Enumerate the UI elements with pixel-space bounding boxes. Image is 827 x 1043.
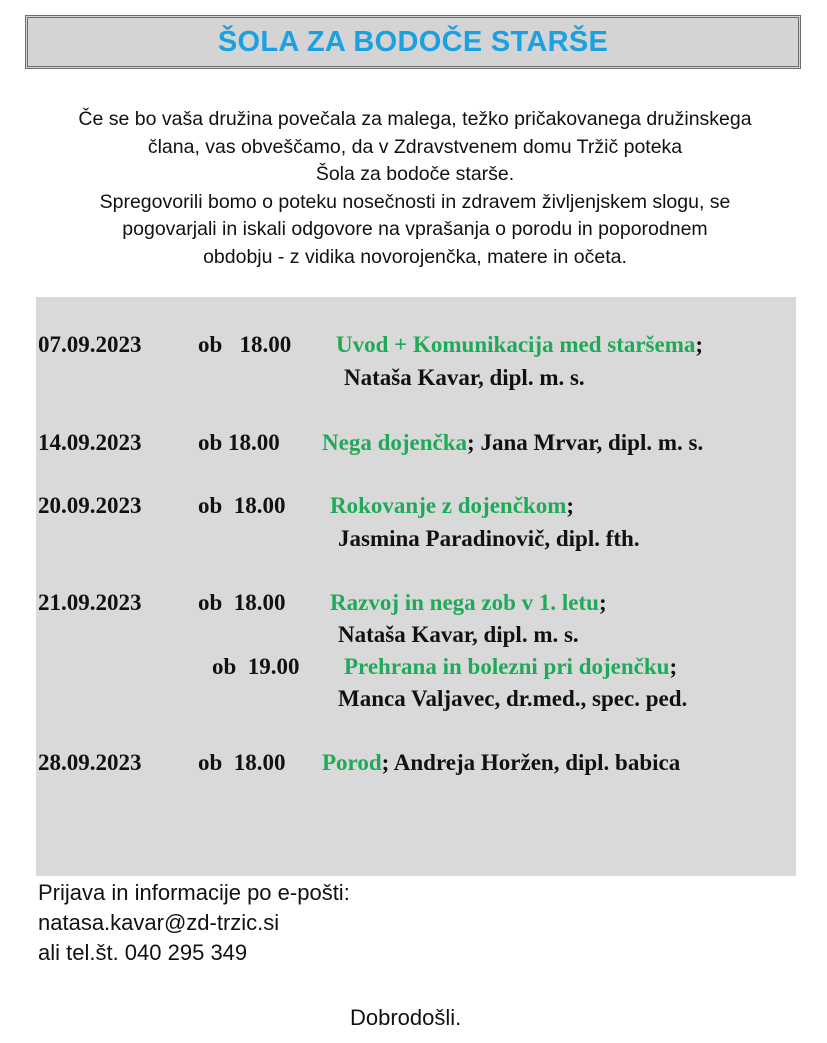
intro-line: Če se bo vaša družina povečala za malega, težko pričakovanega družinskega [78, 108, 752, 130]
session-topic: Razvoj in nega zob v 1. letu [330, 590, 599, 615]
session-time: ob 19.00 [212, 654, 300, 679]
semicolon: ; [695, 332, 704, 357]
contact-email[interactable]: natasa.kavar@zd-trzic.si [38, 910, 280, 935]
session-topic-line [344, 652, 677, 682]
title-banner [25, 15, 801, 69]
session-date: 21.09.2023 [38, 590, 142, 615]
semicolon: ; [566, 493, 575, 518]
session-topic-line [330, 491, 574, 521]
session-time: ob 18.00 [198, 493, 286, 518]
session-topic: Nega dojenčka [322, 430, 468, 455]
intro-line: Šola za bodoče starše. [315, 163, 515, 185]
session-topic: Rokovanje z dojenčkom [330, 493, 567, 518]
intro-line: pogovarjali in iskali odgovore na vprašanja o porodu in poporodnem [122, 218, 708, 240]
session-speaker: ; Andreja Horžen, dipl. babica [381, 750, 681, 775]
session-speaker: Manca Valjavec, dr.med., spec. ped. [338, 686, 688, 711]
contact-phone: ali tel.št. 040 295 349 [38, 940, 248, 965]
intro-line: Spregovorili bomo o poteku nosečnosti in zdravem življenjskem slogu, se [99, 190, 731, 213]
schedule-panel [36, 297, 796, 876]
session-time: ob 18.00 [198, 332, 292, 357]
session-speaker: Nataša Kavar, dipl. m. s. [338, 622, 579, 647]
session-date: 28.09.2023 [38, 750, 142, 775]
intro-paragraph [30, 106, 800, 271]
session-topic-line [322, 748, 680, 778]
semicolon: ; [598, 590, 607, 615]
session-topic: Porod [322, 750, 382, 775]
session-date: 07.09.2023 [38, 332, 142, 357]
session-date: 20.09.2023 [38, 493, 142, 518]
session-time: ob 18.00 [198, 590, 286, 615]
session-time: ob 18.00 [198, 430, 280, 455]
session-speaker: ; Jana Mrvar, dipl. m. s. [467, 430, 704, 455]
session-speaker: Jasmina Paradinovič, dipl. fth. [338, 526, 640, 551]
session-topic-line [330, 588, 607, 618]
session-speaker: Nataša Kavar, dipl. m. s. [344, 365, 585, 390]
contact-info [38, 878, 350, 968]
session-topic-line [322, 428, 703, 458]
session-topic: Prehrana in bolezni pri dojenčku [344, 654, 670, 679]
page-title: ŠOLA ZA BODOČE STARŠE [217, 25, 609, 58]
session-date: 14.09.2023 [38, 430, 142, 455]
closing-text: Dobrodošli. [350, 1005, 462, 1030]
session-time: ob 18.00 [198, 750, 286, 775]
intro-line: obdobju - z vidika novorojenčka, matere in očeta. [203, 245, 627, 268]
session-topic-line [336, 330, 703, 360]
intro-line: člana, vas obveščamo, da v Zdravstvenem domu Tržič poteka [147, 135, 683, 158]
semicolon: ; [669, 654, 678, 679]
contact-heading: Prijava in informacije po e-pošti: [38, 880, 350, 905]
session-topic: Uvod + Komunikacija med staršema [336, 332, 696, 357]
